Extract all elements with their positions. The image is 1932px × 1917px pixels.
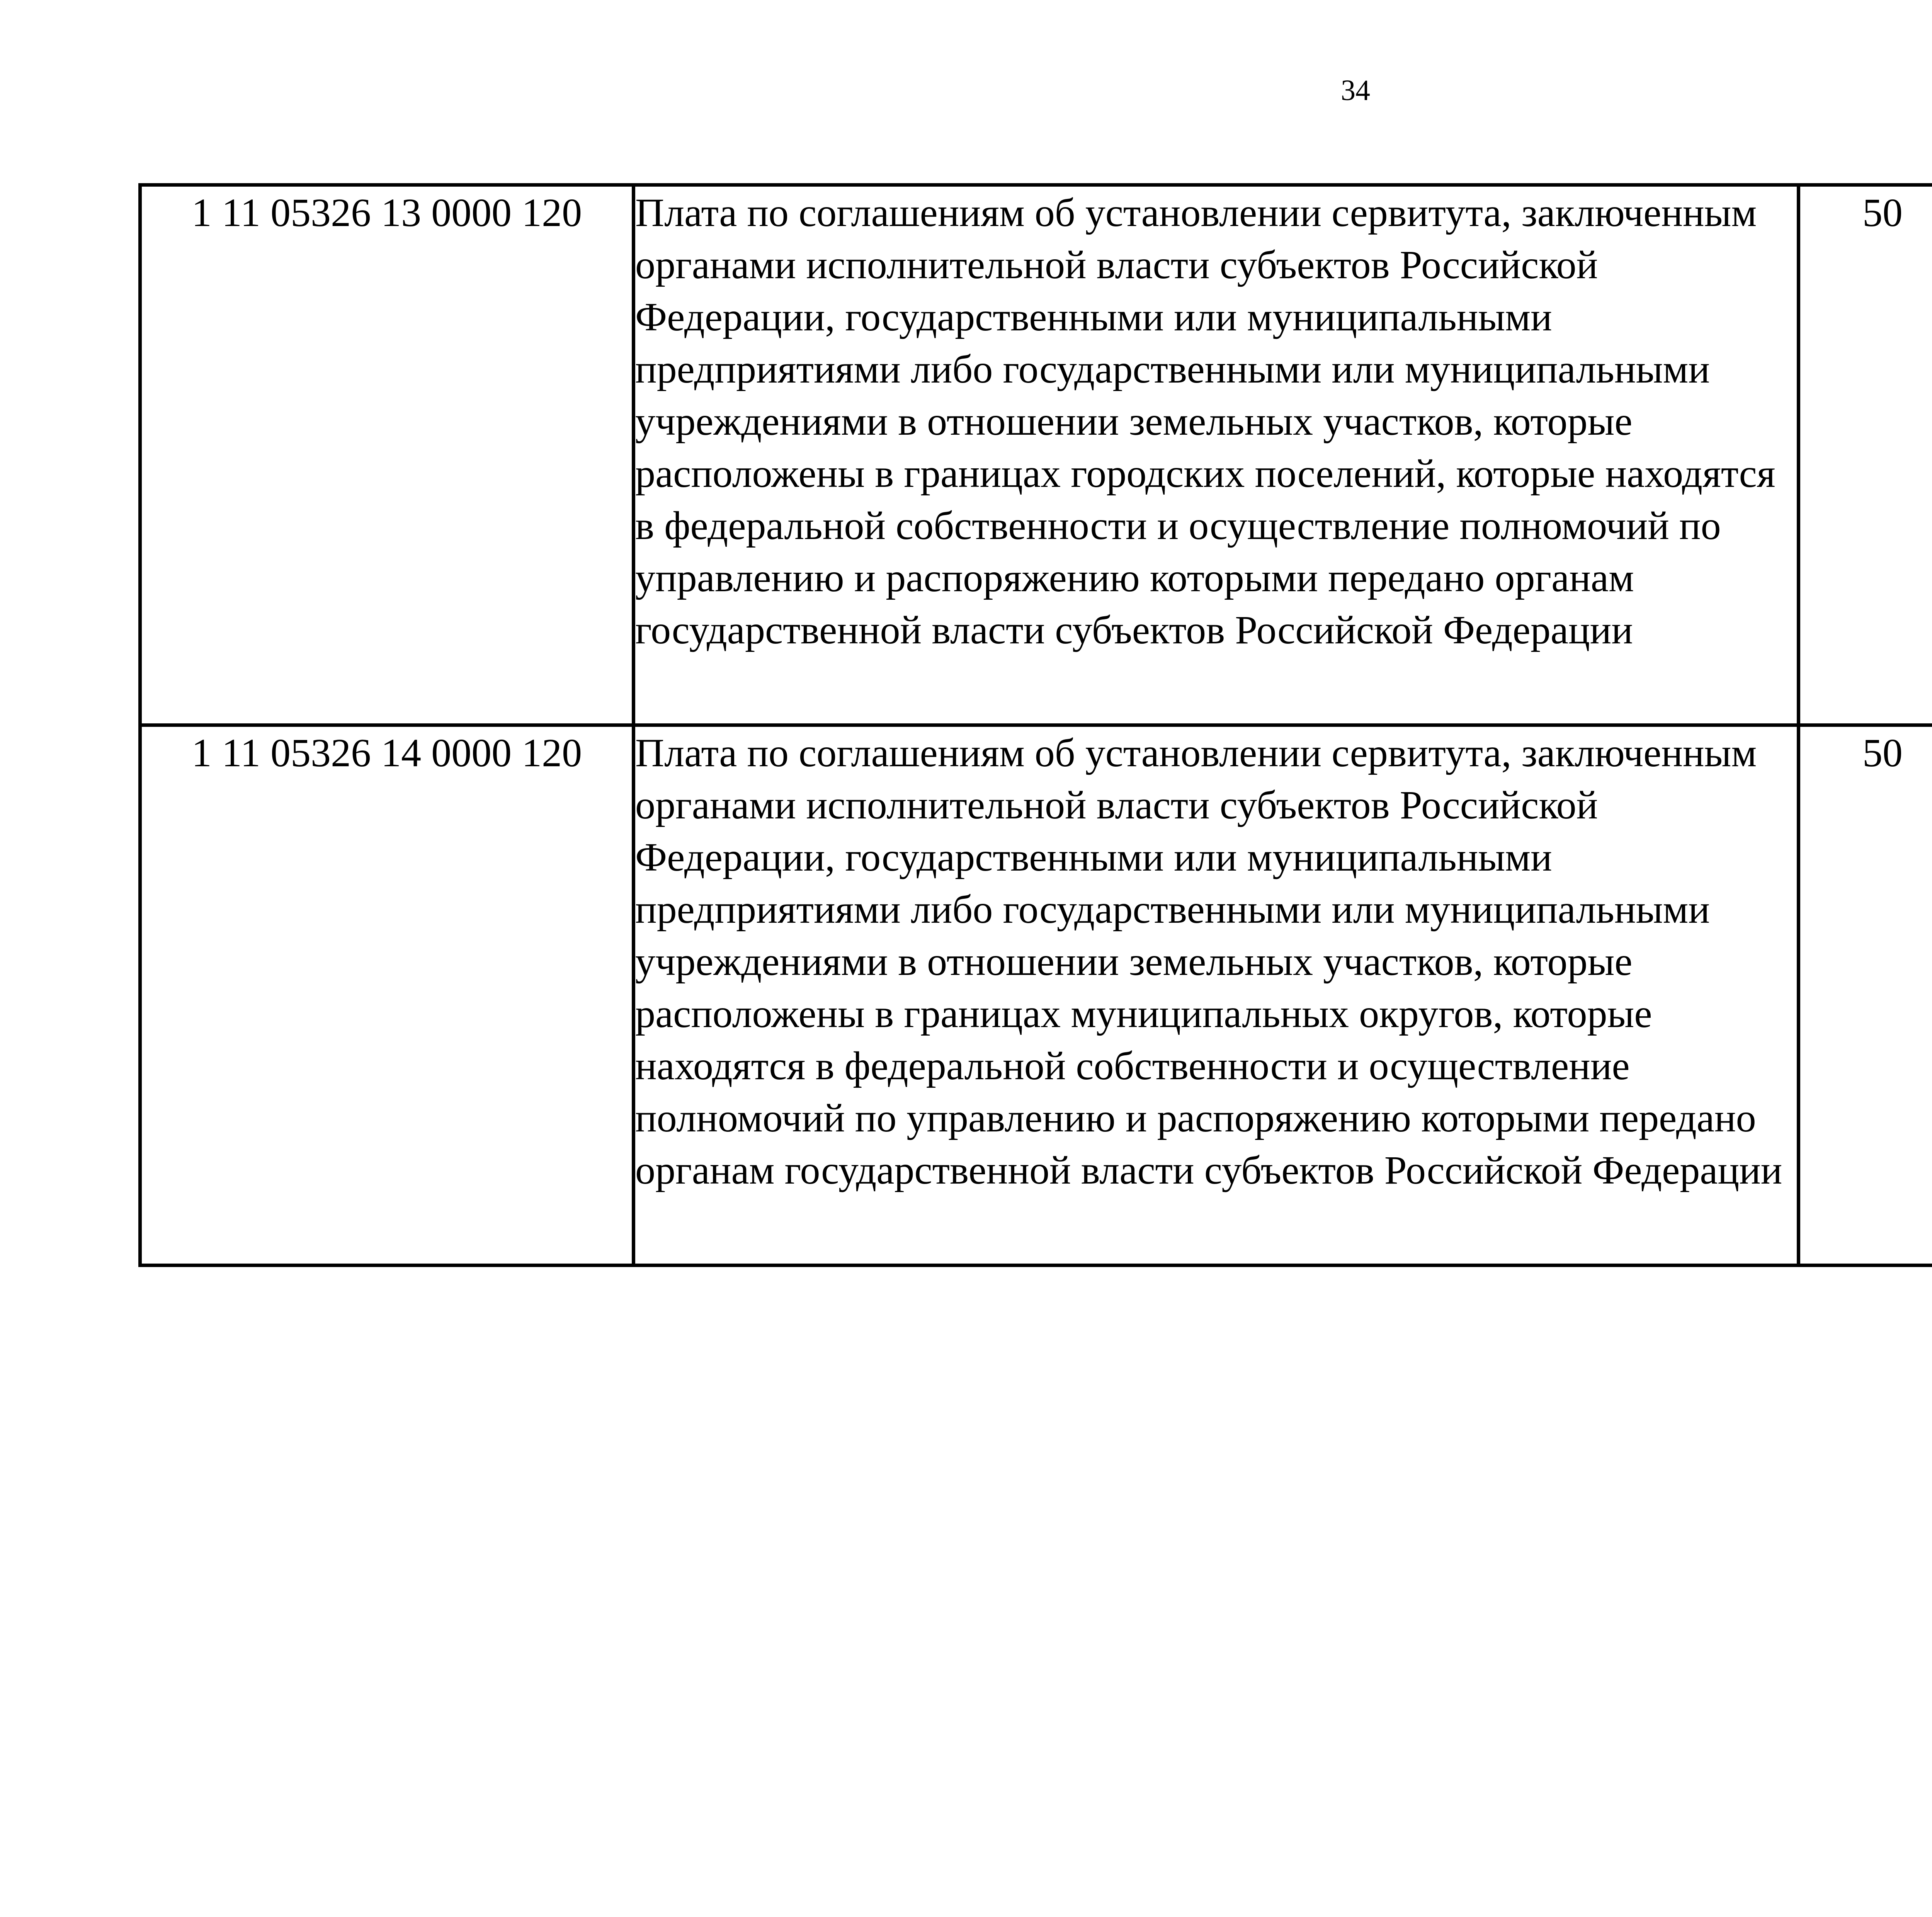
description-cell: Плата по соглашениям об установлении сервитута, заключенным органами исполнительной власти субъектов Российской Федерации, государственными или муниципальными предприятиями либо государственными или муниципальными учреждениями в отношении земельных участков, которые расположены в границах городских поселений, которые находятся в федеральной собственности и осуществление полномочий по управлению и распоряжению которыми передано органам государственной власти субъектов Российской Федерации — [634, 185, 1799, 725]
table-row — [140, 185, 1932, 725]
table-row — [140, 725, 1932, 1266]
budget-code-cell: 1 11 05326 14 0000 120 — [140, 725, 634, 1266]
value-cell-1: 50 — [1799, 185, 1932, 725]
description-cell: Плата по соглашениям об установлении сервитута, заключенным органами исполнительной власти субъектов Российской Федерации, государственными или муниципальными предприятиями либо государственными или муниципальными учреждениями в отношении земельных участков, которые расположены в границах муниципальных округов, которые находятся в федеральной собственности и осуществление полномочий по управлению и распоряжению которыми передано органам государственной власти субъектов Российской Федерации — [634, 725, 1799, 1266]
revenue-table — [138, 183, 1932, 1267]
budget-code-cell: 1 11 05326 13 0000 120 — [140, 185, 634, 725]
page-number: 34 — [1341, 74, 1370, 107]
value-cell-1: 50 — [1799, 725, 1932, 1266]
